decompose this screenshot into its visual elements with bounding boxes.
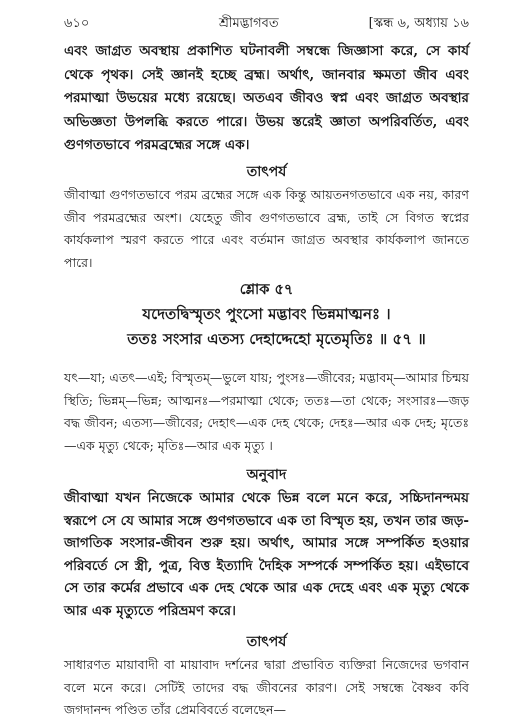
- paragraph-text: সাধারণত মায়াবাদী বা মায়াবাদ দর্শনের দ্বারা প্রভাবিত ব্যক্তিরা নিজেদের ভগবান বলে মনে করে। সেটিই তাদের বদ্ধ জীবনের কারণ। সেই সম্বন্ধে বৈষ্ণব কবি জগদানন্দ পণ্ডিত তাঁর প্রেমবিবর্তে বলেছেন—: [64, 657, 469, 717]
- purport-heading: তাৎপর্য: [246, 164, 287, 180]
- page-number: ৬১০: [64, 16, 90, 31]
- paragraph-text: যৎ—যা; এতৎ—এই; বিস্মৃতম্—ভুলে যায়; পুংসঃ—জীবের; মদ্ভাবম্—আমার চিন্ময় স্থিতি; ভিন্নম্—ভিন্ন; আত্মনঃ—পরমাত্মা থেকে; ততঃ—তা থেকে; সংসারঃ—জড় বদ্ধ জীবন; এতস্য—জীবের; দেহাৎ—এক দেহ থেকে; দেহঃ—আর এক দেহ; মৃতেঃ—এক মৃত্যু থেকে; মৃতিঃ—আর এক মৃত্যু ।: [64, 370, 469, 453]
- verse-heading: শ্লোক ৫৭: [239, 281, 294, 298]
- word-for-word-synonyms: [64, 367, 469, 457]
- book-title: শ্রীমদ্ভাগবত: [219, 16, 279, 31]
- paragraph-text: জীবাত্মা যখন নিজেকে আমার থেকে ভিন্ন বলে মনে করে, সচ্চিদানন্দময় স্বরূপে সে যে আমার সঙ্গে গুণগতভাবে এক তা বিস্মৃত হয়, তখন তার জড়-জাগতিক সংসার-জীবন শুরু হয়। অর্থাৎ, আমার সঙ্গে সম্পর্কিত হওয়ার পরিবর্তে সে স্ত্রী, পুত্র, বিত্ত ইত্যাদি দৈহিক সম্পর্কে সম্পর্কিত হয়। এইভাবে সে তার কর্মের প্রভাবে এক দেহ থেকে আর এক দেহে এবং এক মৃত্যু থেকে আর এক মৃত্যুতে পরিভ্রমণ করে।: [64, 490, 469, 619]
- paragraph-text: এবং জাগ্রত অবস্থায় প্রকাশিত ঘটনাবলী সম্বন্ধে জিজ্ঞাসা করে, সে কার্য থেকে পৃথক। সেই জ্ঞানই হচ্ছে ব্রহ্ম। অর্থাৎ, জানবার ক্ষমতা জীব এবং পরমাত্মা উভয়ের মধ্যে রয়েছে। অতএব জীবও স্বপ্ন এবং জাগ্রত অবস্থার অভিজ্ঞতা উপলব্ধি করতে পারে। উভয় স্তরেই জ্ঞাতা অপরিবর্তিত, এবং গুণগতভাবে পরমব্রহ্মের সঙ্গে এক।: [64, 43, 469, 153]
- purport-paragraph: [64, 184, 469, 274]
- translation-paragraph: [64, 487, 469, 622]
- purport-paragraph: [64, 654, 469, 722]
- translation-heading: অনুবাদ: [246, 467, 287, 483]
- verse-line-1: যদেতদ্বিস্মৃতং পুংসো মদ্ভাবং ভিন্নমাত্মনঃ ।: [142, 305, 391, 323]
- continued-translation: [64, 40, 469, 158]
- purport-heading: তাৎপর্য: [246, 634, 287, 650]
- running-header: [64, 14, 469, 32]
- paragraph-text: জীবাত্মা গুণগতভাবে পরম ব্রহ্মের সঙ্গে এক কিন্তু আয়তনগতভাবে এক নয়, কারণ জীব পরমব্রহ্মের অংশ। যেহেতু জীব গুণগতভাবে ব্রহ্ম, তাই সে বিগত স্বপ্নের কার্যকলাপ স্মরণ করতে পারে এবং বর্তমান জাগ্রত অবস্থার কার্যকলাপ জানতে পারে।: [64, 187, 469, 270]
- verse-line-2: ততঃ সংসার এতস্য দেহাদ্দেহো মৃতেমৃতিঃ ॥ ৫৭ ॥: [127, 330, 426, 348]
- chapter-reference: [স্কন্ধ ৬, অধ্যায় ১৬: [368, 16, 469, 31]
